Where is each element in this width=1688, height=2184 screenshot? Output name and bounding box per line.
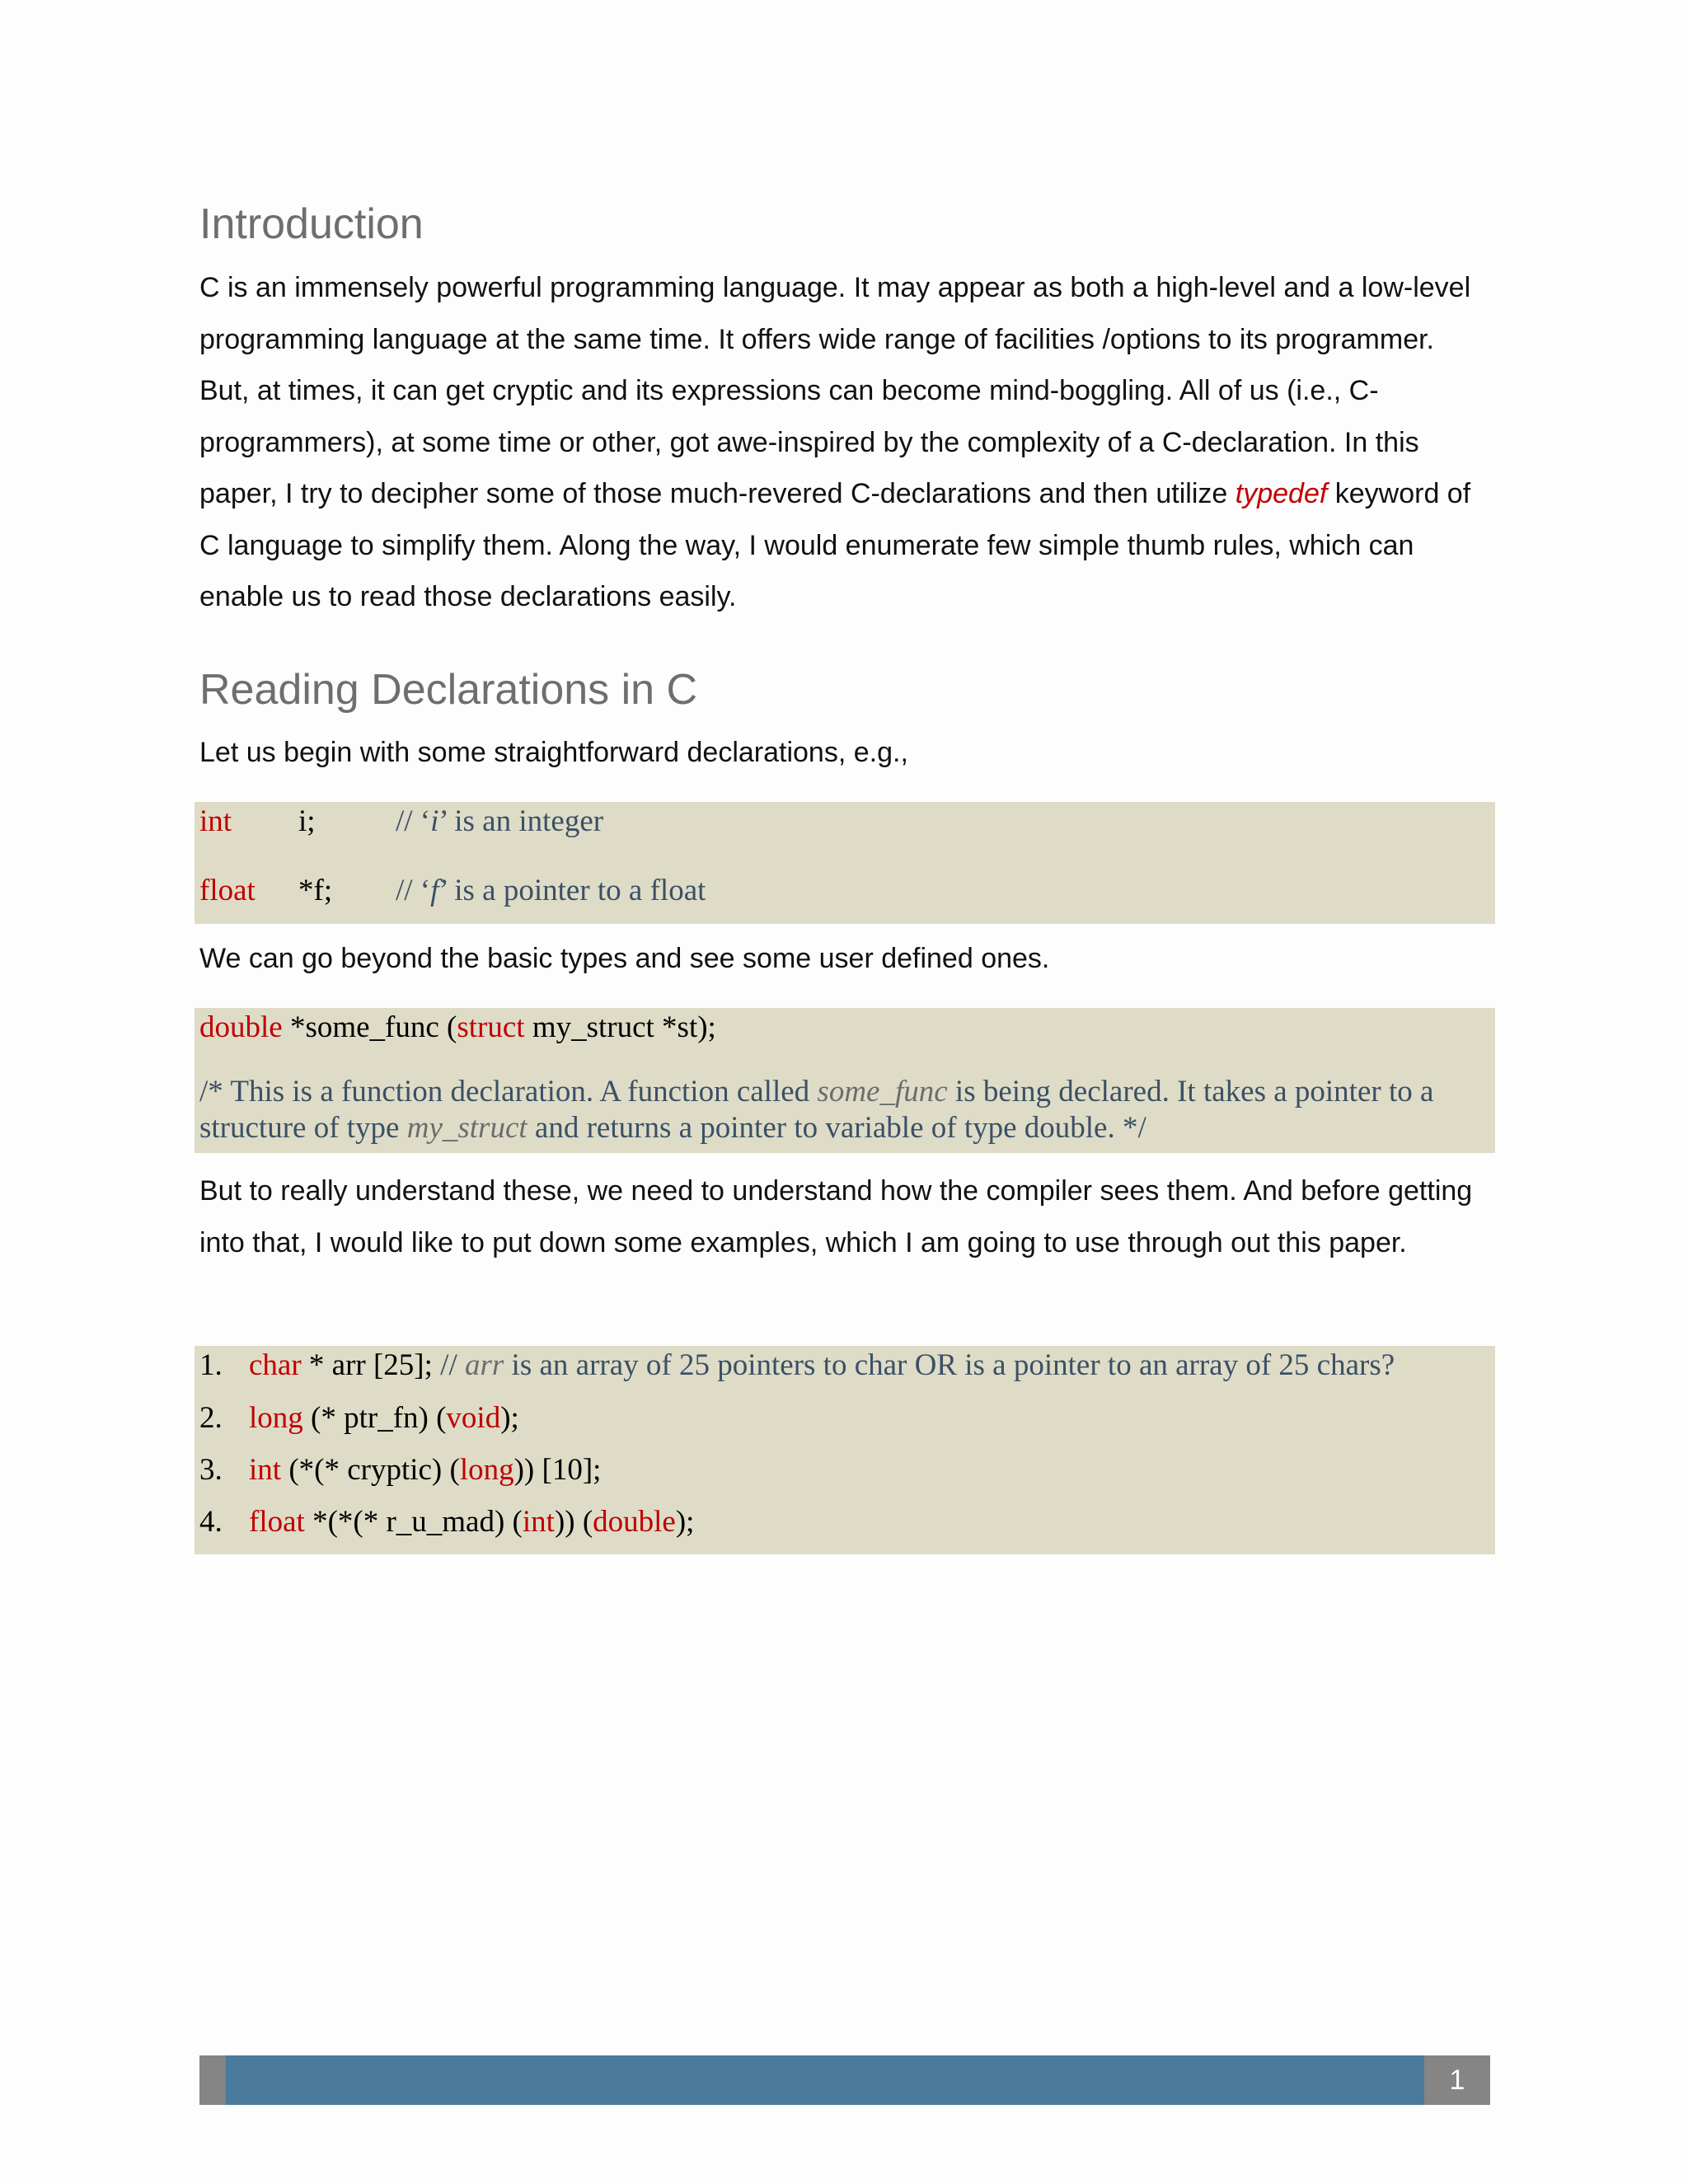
reading-paragraph-1: Let us begin with some straightforward declarations, e.g., xyxy=(199,737,908,768)
reading-paragraph-2: We can go beyond the basic types and see some user defined ones. xyxy=(199,943,1050,974)
code-block-examples: 1. char * arr [25]; // arr is an array of 25 pointers to char OR is a pointer to an array of 25 chars? 2. long (* ptr_fn) (void); 3. int (*(* cryptic) (long)) [10]; 4. float *(*(* r_u_mad) (int)) (double); xyxy=(195,1346,1495,1554)
intro-paragraph: C is an immensely powerful programming language. It may appear as both a high-level and a low-level programming language at the same time. It offers wide range of facilities /options to its programmer. But, at times, it can get cryptic and its expressions can become mind-boggling. All of us (i.e., C-programmers), at some time or other, got awe-inspired by the complexity of a C-declaration. In this paper, I try to decipher some of those much-revered C-declarations and then utilize typedef keyword of C language to simplify them. Along the way, I would enumerate few simple thumb rules, which can enable us to read those declarations easily. xyxy=(199,272,1471,612)
reading-paragraph-3: But to really understand these, we need to understand how the compiler sees them. And before getting into that, I would like to put down some examples, which I am going to use through out this paper. xyxy=(199,1175,1473,1258)
typedef-keyword: typedef xyxy=(1235,478,1328,509)
heading-reading-declarations: Reading Declarations in C xyxy=(199,666,698,714)
code-block-basic: int i; // ‘i’ is an integer float *f; // ‘f’ is a pointer to a float xyxy=(195,802,1495,924)
page-footer-bar xyxy=(199,2055,1490,2105)
code-comment: /* This is a function declaration. A function called some_func is being declared. It takes a pointer to a structure of type my_struct and returns a pointer to variable of type double. */ xyxy=(199,1075,1434,1145)
code-line: double *some_func (struct my_struct *st); xyxy=(199,1010,716,1044)
code-block-function xyxy=(195,1008,1495,1153)
page-number: 1 xyxy=(1424,2055,1490,2105)
footer-accent-bar xyxy=(226,2055,1424,2105)
heading-introduction: Introduction xyxy=(199,200,424,248)
footer-accent-left xyxy=(199,2055,226,2105)
